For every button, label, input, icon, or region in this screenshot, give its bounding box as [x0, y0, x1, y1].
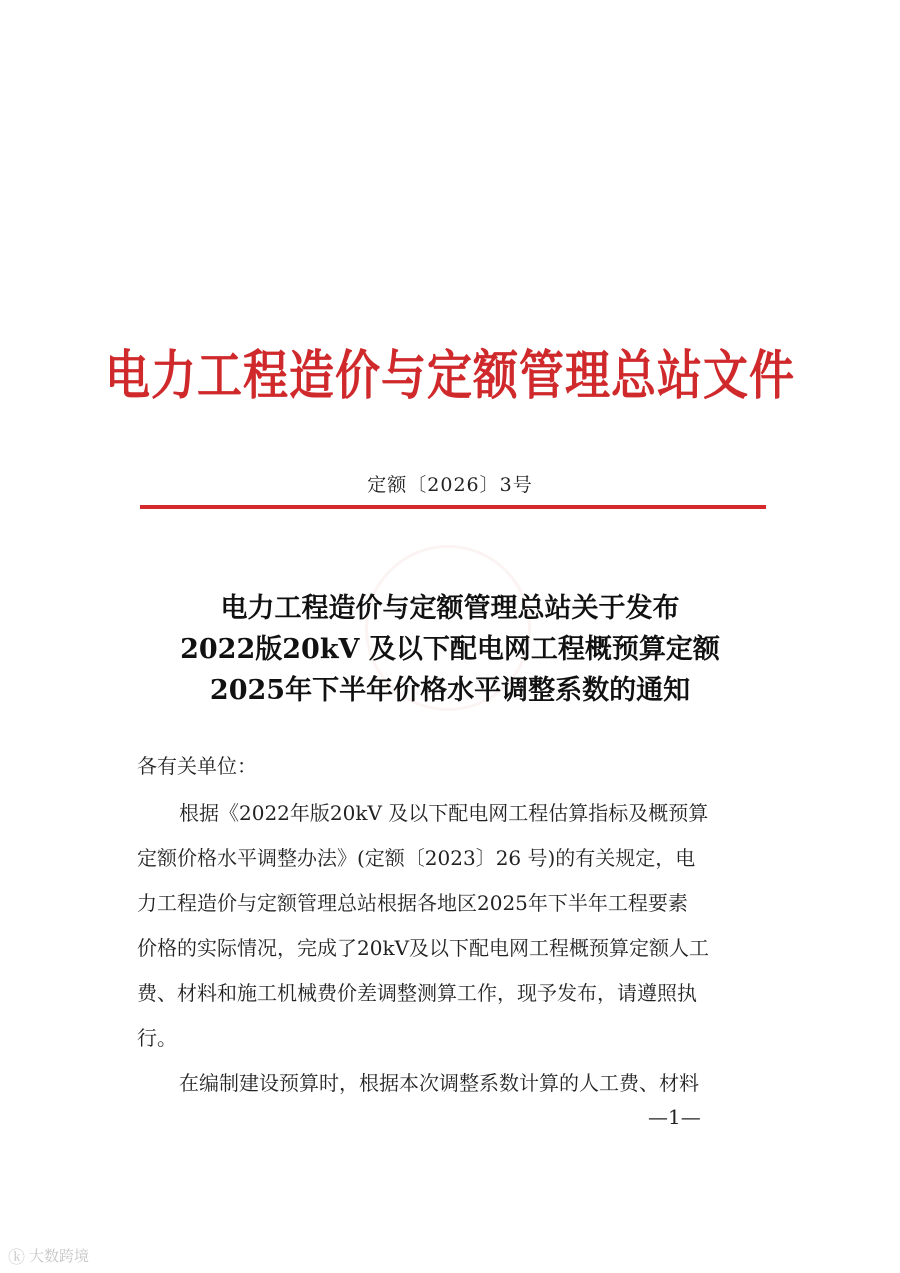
- paragraph-line: 费、材料和施工机械费价差调整测算工作，现予发布，请遵照执: [137, 981, 697, 1005]
- paragraph-line: 在编制建设预算时，根据本次调整系数计算的人工费、材料: [179, 1071, 699, 1095]
- paragraph-line: 行。: [137, 1026, 177, 1050]
- paragraph-line: 定额价格水平调整办法》(定额〔2023〕26 号)的有关规定，电: [137, 846, 696, 870]
- notice-title-line: 电力工程造价与定额管理总站关于发布: [220, 593, 680, 624]
- paragraph-line: 根据《2022年版20kV 及以下配电网工程估算指标及概预算: [179, 801, 709, 825]
- document-number: 定额〔2026〕3号: [367, 474, 533, 496]
- org-header-title: 电力工程造价与定额管理总站文件: [104, 343, 795, 407]
- paragraph-line: 价格的实际情况，完成了20kV及以下配电网工程概预算定额人工: [137, 936, 710, 960]
- salutation: 各有关单位：: [137, 754, 257, 778]
- notice-title: [0, 588, 900, 711]
- body-text: [137, 791, 769, 1106]
- watermark-text: 大数跨境: [29, 1247, 90, 1265]
- paragraph-line: 力工程造价与定额管理总站根据各地区2025年下半年工程要素: [137, 891, 688, 915]
- notice-title-line: 2025年下半年价格水平调整系数的通知: [209, 675, 691, 706]
- logo-icon: ⓚ: [8, 1248, 25, 1268]
- red-divider-line: [140, 505, 766, 509]
- notice-title-line: 2022版20kV 及以下配电网工程概预算定额: [180, 634, 720, 665]
- watermark: [8, 1243, 89, 1268]
- page-number: —1—: [648, 1105, 701, 1129]
